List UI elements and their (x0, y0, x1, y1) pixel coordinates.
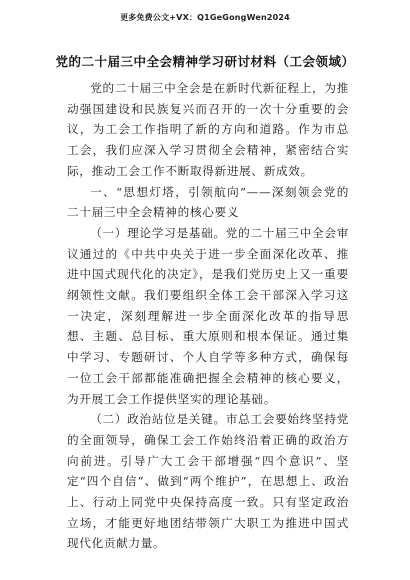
paragraph-political-stance: （二）政治站位是关键。市总工会要始终坚持党的全面领导，确保工会工作始终沿着正确的政治方向前进。引导广大工会干部增强“四个意识”、坚定“四个自信”、做到“两个维护”，在思想上、政治上、行动上同党中央保持高度一致。只有坚定政治立场，才能更好地团结带领广大职工为推进中国式现代化贡献力量。 (67, 412, 349, 551)
paragraph-intro: 党的二十届三中全会是在新时代新征程上，为推动强国建设和民族复兴而召开的一次十分重要的会议，为工会工作指明了新的方向和道路。作为市总工会，我们应深入学习贯彻全会精神，紧密结合实际，推动工会工作不断取得新进展、新成效。 (67, 81, 349, 178)
paragraph-theory-study: （一）理论学习是基础。党的二十届三中全会审议通过的《中共中央关于进一步全面深化改革、推进中国式现代化的决定》，是我们党历史上又一重要纲领性文献。我们要组织全体工会干部深入学习这一决定，深刻理解进一步全面深化改革的指导思想、主题、总目标、重大原则和根本保证。通过集中学习、专题研讨、个人自学等多种方式，确保每一位工会干部都能准确把握全会精神的核心要义，为开展工会工作提供坚实的理论基础。 (67, 225, 349, 406)
section-heading-1: 一、“思想灯塔，引领航向”——深刻领会党的二十届三中全会精神的核心要义 (67, 184, 349, 220)
document-title: 党的二十届三中全会精神学习研讨材料（工会领域） (55, 54, 355, 69)
header-note: 更多免费公文+VX：Q1GeGongWen2024 (120, 13, 290, 22)
document-body (67, 78, 349, 554)
